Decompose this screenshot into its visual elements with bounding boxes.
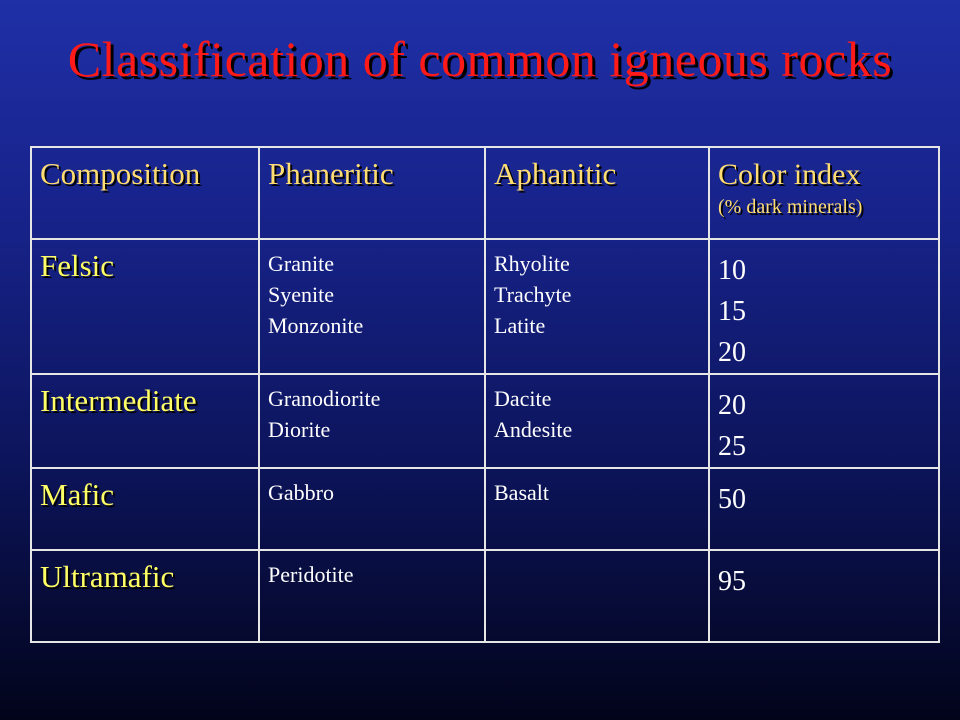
header-color-index <box>709 147 939 239</box>
table-header-row <box>31 147 939 239</box>
color-index-cell: 95 <box>718 566 746 597</box>
composition-cell: Mafic <box>40 477 115 512</box>
classification-table <box>30 146 940 643</box>
table-row <box>31 468 939 550</box>
aphanitic-cell: Rhyolite Trachyte Latite <box>494 251 572 338</box>
header-composition: Composition <box>31 147 259 239</box>
table-row <box>31 550 939 642</box>
header-aphanitic: Aphanitic <box>485 147 709 239</box>
aphanitic-cell: Dacite Andesite <box>494 386 573 442</box>
phaneritic-cell: Granite Syenite Monzonite <box>268 251 364 338</box>
table-row <box>31 239 939 374</box>
phaneritic-cell: Peridotite <box>268 562 354 587</box>
aphanitic-cell: Basalt <box>494 480 549 505</box>
slide-title: Classification of common igneous rocks <box>67 31 893 87</box>
header-phaneritic: Phaneritic <box>259 147 485 239</box>
color-index-cell: 20 25 <box>718 390 746 462</box>
phaneritic-cell: Granodiorite Diorite <box>268 386 381 442</box>
color-index-cell: 10 15 20 <box>718 255 746 368</box>
phaneritic-cell: Gabbro <box>268 480 334 505</box>
color-index-cell: 50 <box>718 484 746 515</box>
color-index-label: Color index <box>718 158 861 191</box>
composition-cell: Intermediate <box>40 383 197 418</box>
color-index-note: (% dark minerals) <box>718 196 863 218</box>
composition-cell: Felsic <box>40 248 115 283</box>
composition-cell: Ultramafic <box>40 559 175 594</box>
table-row <box>31 374 939 468</box>
